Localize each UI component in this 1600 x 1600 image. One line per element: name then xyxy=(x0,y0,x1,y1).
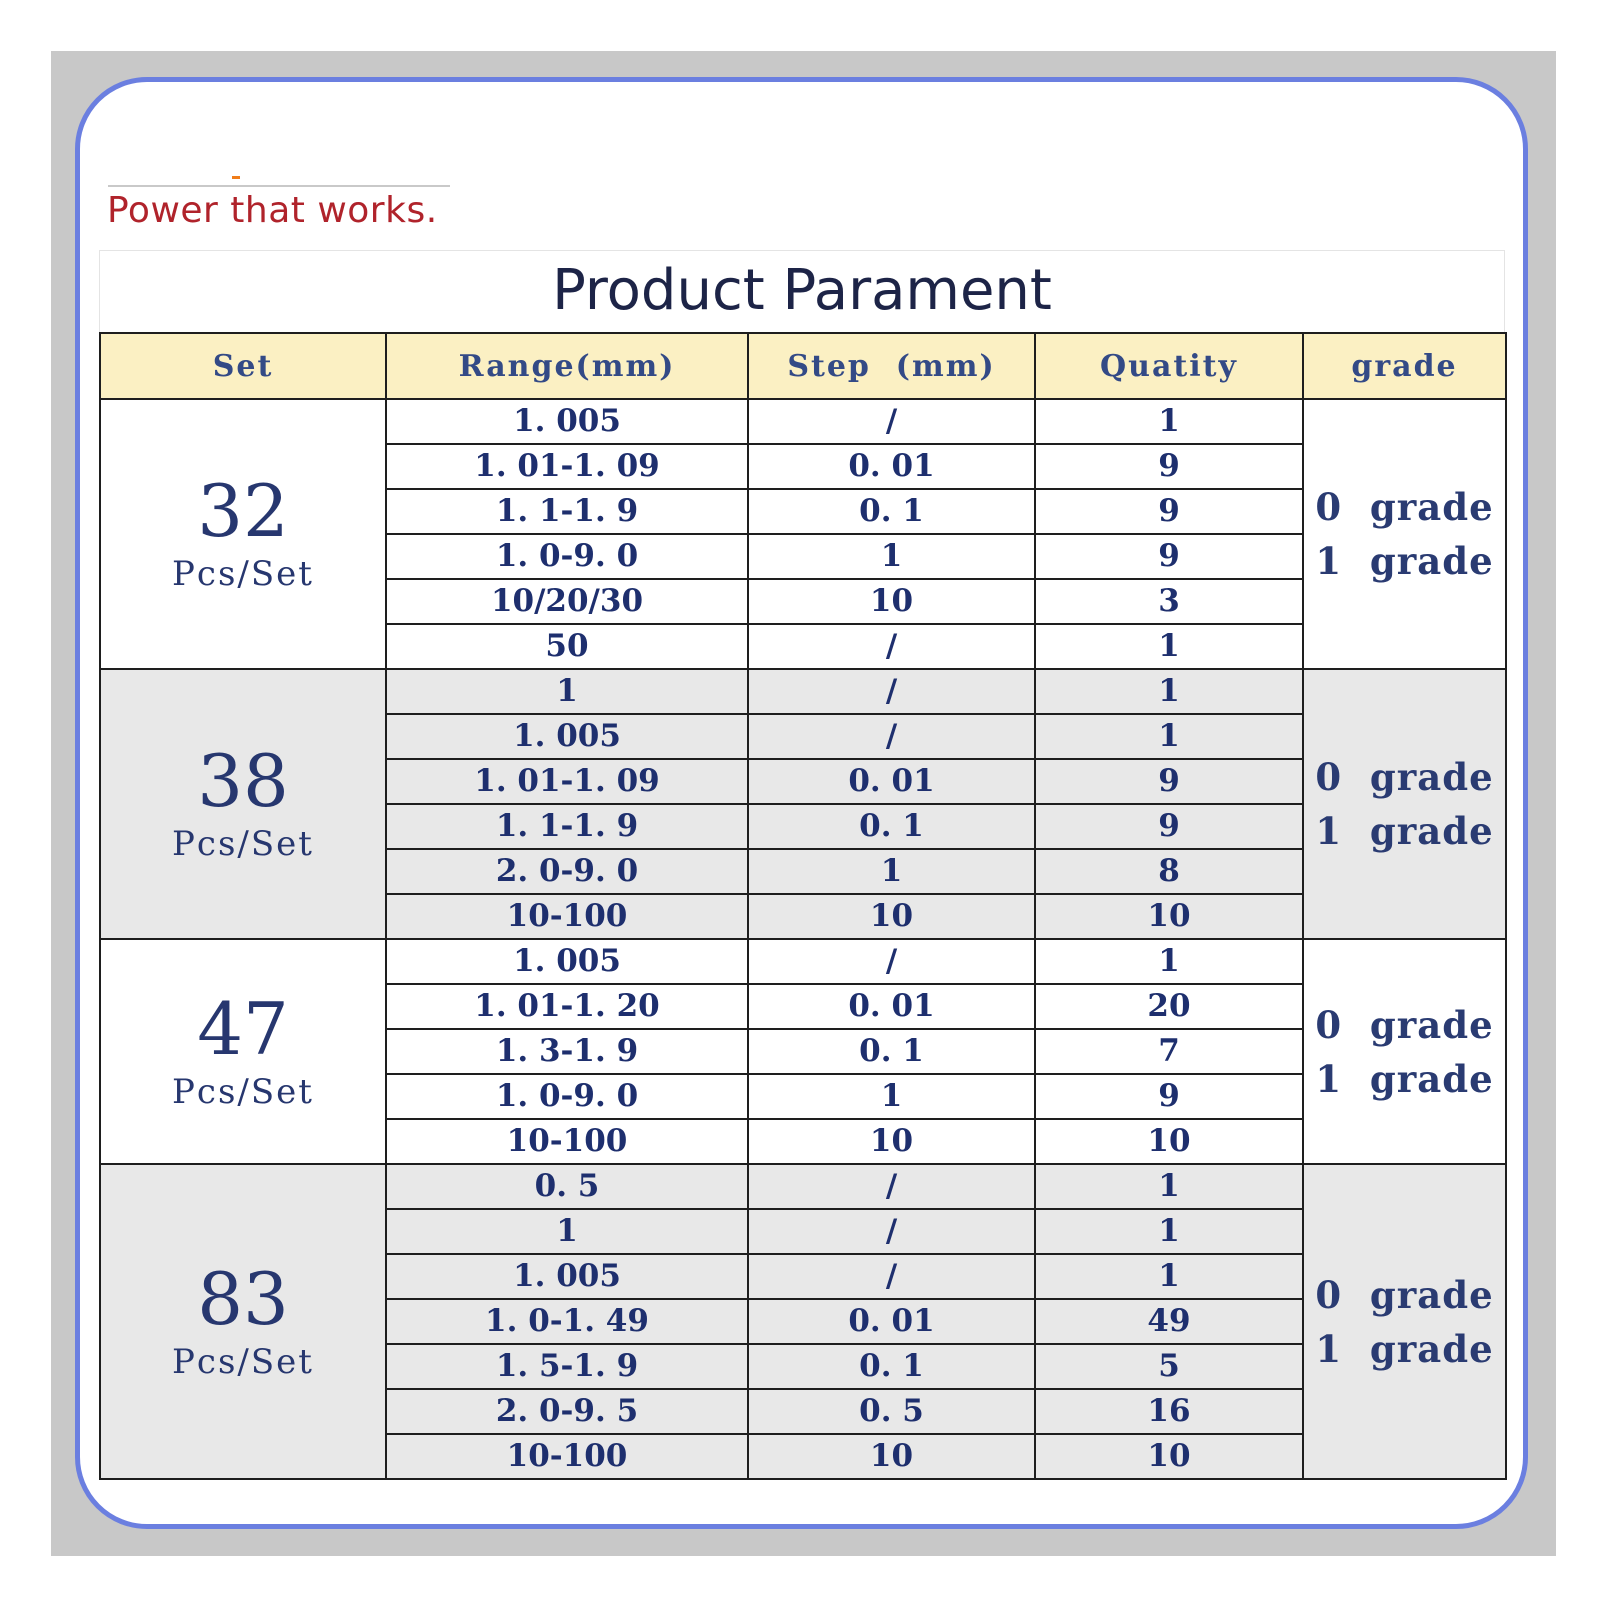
quantity-cell: 10 xyxy=(1035,1434,1303,1479)
range-cell: 1. 005 xyxy=(386,1254,748,1299)
quantity-cell: 3 xyxy=(1035,579,1303,624)
range-cell: 2. 0-9. 0 xyxy=(386,849,748,894)
step-cell: 1 xyxy=(748,534,1035,579)
slogan-accent-mark xyxy=(232,176,240,179)
step-cell: / xyxy=(748,399,1035,444)
table-row xyxy=(100,669,1506,714)
step-cell: / xyxy=(748,1164,1035,1209)
range-cell: 10-100 xyxy=(386,1434,748,1479)
grade-cell xyxy=(1303,939,1506,1164)
range-cell: 1. 01-1. 09 xyxy=(386,444,748,489)
step-cell: / xyxy=(748,1209,1035,1254)
quantity-cell: 1 xyxy=(1035,1209,1303,1254)
step-cell: / xyxy=(748,624,1035,669)
quantity-cell: 1 xyxy=(1035,624,1303,669)
range-cell: 10-100 xyxy=(386,894,748,939)
header-range: Range(mm) xyxy=(386,333,748,399)
header-row xyxy=(100,333,1506,399)
step-cell: 10 xyxy=(748,894,1035,939)
quantity-cell: 5 xyxy=(1035,1344,1303,1389)
quantity-cell: 9 xyxy=(1035,1074,1303,1119)
step-cell: 10 xyxy=(748,579,1035,624)
set-count: 83 xyxy=(197,1256,289,1341)
table-body xyxy=(100,399,1506,1479)
range-cell: 10/20/30 xyxy=(386,579,748,624)
set-cell xyxy=(100,939,386,1164)
step-cell: 0. 5 xyxy=(748,1389,1035,1434)
step-cell: 0. 1 xyxy=(748,1344,1035,1389)
header-grade: grade xyxy=(1303,333,1506,399)
quantity-cell: 1 xyxy=(1035,399,1303,444)
grade-label: 0 grade xyxy=(1315,1272,1494,1317)
range-cell: 1. 0-9. 0 xyxy=(386,1074,748,1119)
range-cell: 1. 01-1. 20 xyxy=(386,984,748,1029)
product-parameter-table xyxy=(99,332,1507,1480)
grade-cell xyxy=(1303,669,1506,939)
quantity-cell: 9 xyxy=(1035,444,1303,489)
quantity-cell: 1 xyxy=(1035,669,1303,714)
step-cell: 1 xyxy=(748,849,1035,894)
range-cell: 1. 005 xyxy=(386,939,748,984)
step-cell: 0. 01 xyxy=(748,984,1035,1029)
range-cell: 1 xyxy=(386,1209,748,1254)
range-cell: 1. 1-1. 9 xyxy=(386,489,748,534)
table-row xyxy=(100,1164,1506,1209)
quantity-cell: 1 xyxy=(1035,1254,1303,1299)
range-cell: 50 xyxy=(386,624,748,669)
set-unit: Pcs/Set xyxy=(172,1341,314,1382)
step-cell: 10 xyxy=(748,1434,1035,1479)
step-cell: / xyxy=(748,1254,1035,1299)
quantity-cell: 1 xyxy=(1035,939,1303,984)
set-unit: Pcs/Set xyxy=(172,824,314,864)
brand-slogan: Power that works. xyxy=(107,190,438,231)
header-set: Set xyxy=(100,333,386,399)
range-cell: 1. 005 xyxy=(386,399,748,444)
grade-cell xyxy=(1303,399,1506,669)
range-cell: 0. 5 xyxy=(386,1164,748,1209)
set-count: 47 xyxy=(197,986,289,1071)
set-cell xyxy=(100,399,386,669)
quantity-cell: 9 xyxy=(1035,489,1303,534)
set-cell xyxy=(100,1164,386,1479)
range-cell: 1. 0-1. 49 xyxy=(386,1299,748,1344)
range-cell: 1. 005 xyxy=(386,714,748,759)
step-cell: 0. 1 xyxy=(748,804,1035,849)
step-cell: 0. 1 xyxy=(748,1029,1035,1074)
range-cell: 1. 0-9. 0 xyxy=(386,534,748,579)
range-cell: 1 xyxy=(386,669,748,714)
table-header xyxy=(100,333,1506,399)
grade-label: 0 grade xyxy=(1315,755,1494,799)
range-cell: 1. 1-1. 9 xyxy=(386,804,748,849)
table-row xyxy=(100,399,1506,444)
range-cell: 1. 5-1. 9 xyxy=(386,1344,748,1389)
set-count: 38 xyxy=(197,739,289,823)
range-cell: 1. 01-1. 09 xyxy=(386,759,748,804)
slogan-rule xyxy=(108,185,450,187)
grade-cell xyxy=(1303,1164,1506,1479)
range-cell: 2. 0-9. 5 xyxy=(386,1389,748,1434)
step-cell: 0. 01 xyxy=(748,759,1035,804)
step-cell: 0. 01 xyxy=(748,444,1035,489)
set-count: 32 xyxy=(197,469,289,553)
step-cell: 10 xyxy=(748,1119,1035,1164)
grade-label: 1 grade xyxy=(1315,539,1494,583)
grade-label: 0 grade xyxy=(1315,485,1494,529)
quantity-cell: 1 xyxy=(1035,714,1303,759)
step-cell: / xyxy=(748,669,1035,714)
quantity-cell: 10 xyxy=(1035,1119,1303,1164)
quantity-cell: 9 xyxy=(1035,534,1303,579)
quantity-cell: 8 xyxy=(1035,849,1303,894)
range-cell: 10-100 xyxy=(386,1119,748,1164)
step-cell: 0. 1 xyxy=(748,489,1035,534)
table-row xyxy=(100,939,1506,984)
grade-label: 0 grade xyxy=(1315,1002,1494,1047)
step-cell: 0. 01 xyxy=(748,1299,1035,1344)
quantity-cell: 1 xyxy=(1035,1164,1303,1209)
step-cell: / xyxy=(748,714,1035,759)
page-title: Product Parament xyxy=(552,258,1052,323)
quantity-cell: 9 xyxy=(1035,759,1303,804)
header-quantity: Quatity xyxy=(1035,333,1303,399)
quantity-cell: 16 xyxy=(1035,1389,1303,1434)
grade-label: 1 grade xyxy=(1315,1326,1494,1371)
grade-label: 1 grade xyxy=(1315,1056,1494,1101)
header-step: Step (mm) xyxy=(748,333,1035,399)
step-cell: 1 xyxy=(748,1074,1035,1119)
grade-label: 1 grade xyxy=(1315,809,1494,853)
set-cell xyxy=(100,669,386,939)
quantity-cell: 10 xyxy=(1035,894,1303,939)
quantity-cell: 20 xyxy=(1035,984,1303,1029)
range-cell: 1. 3-1. 9 xyxy=(386,1029,748,1074)
set-unit: Pcs/Set xyxy=(172,554,314,594)
set-unit: Pcs/Set xyxy=(172,1071,314,1112)
quantity-cell: 7 xyxy=(1035,1029,1303,1074)
quantity-cell: 9 xyxy=(1035,804,1303,849)
step-cell: / xyxy=(748,939,1035,984)
quantity-cell: 49 xyxy=(1035,1299,1303,1344)
